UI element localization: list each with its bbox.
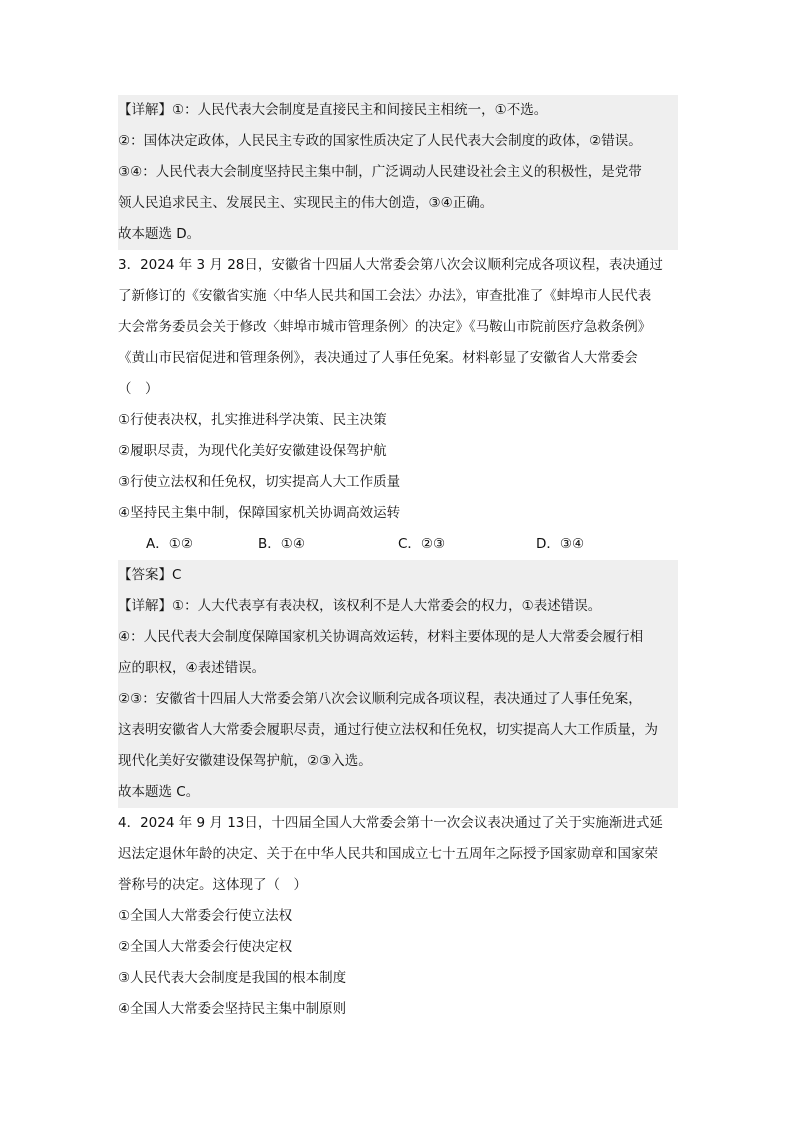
q3-statement-2: ②履职尽责，为现代化美好安徽建设保驾护航	[118, 443, 387, 459]
q3-analysis-line-6: 现代化美好安徽建设保驾护航，②③入选。	[118, 753, 372, 769]
q3-stem-line-1: 3．2024 年 3 月 28日，安徽省十四届人大常委会第八次会议顺利完成各项议程，表决通过	[118, 257, 663, 273]
q4-statement-4: ④全国人大常委会坚持民主集中制原则	[118, 1001, 347, 1017]
q3-statement-1: ①行使表决权，扎实推进科学决策、民主决策	[118, 412, 387, 428]
q4-stem-line-1: 4．2024 年 9 月 13日，十四届全国人大常委会第十一次会议表决通过了关于实施渐进式延	[118, 815, 663, 831]
q3-analysis-line-5: 这表明安徽省人大常委会履职尽责，通过行使立法权和任免权，切实提高人大工作质量，为	[118, 722, 658, 738]
q4-statement-3: ③人民代表大会制度是我国的根本制度	[118, 970, 347, 986]
q2-conclusion: 故本题选 D。	[118, 226, 201, 242]
q3-analysis-line-4: ②③：安徽省十四届人大常委会第八次会议顺利完成各项议程，表决通过了人事任免案，	[118, 691, 642, 707]
q4-statements	[118, 901, 678, 1025]
q3-stem-line-2: 了新修订的《安徽省实施〈中华人民共和国工会法〉办法》，审查批准了《蚌埠市人民代表	[118, 288, 652, 304]
q3-answer: 【答案】C	[118, 567, 182, 583]
page-content	[118, 95, 678, 1025]
q3-answer-block	[118, 560, 678, 808]
q3-options	[118, 529, 678, 560]
q4-stem-line-3: 誉称号的决定。这体现了（ ）	[118, 877, 307, 893]
q3-analysis-line-2: ④：人民代表大会制度保障国家机关协调高效运转，材料主要体现的是人大常委会履行相	[118, 629, 644, 645]
q3-analysis-line-3: 应的职权，④表述错误。	[118, 660, 266, 676]
q4-stem-line-2: 迟法定退休年龄的决定、关于在中华人民共和国成立七十五周年之际授予国家勋章和国家荣	[118, 846, 658, 862]
q3-option-a: A．①②	[146, 536, 193, 552]
q3-stem-line-4: 《黄山市民宿促进和管理条例》，表决通过了人事任免案。材料彰显了安徽省人大常委会	[118, 350, 638, 366]
q3-option-d: D．③④	[536, 536, 585, 552]
q3-option-b: B．①④	[258, 536, 305, 552]
q2-analysis-line-3: ③④：人民代表大会制度坚持民主集中制，广泛调动人民建设社会主义的积极性，是党带	[118, 164, 642, 180]
q2-analysis-block	[118, 95, 678, 250]
q3-statements	[118, 405, 678, 529]
q3-stem-blank: （ ）	[118, 381, 159, 397]
q4-stem	[118, 808, 678, 901]
q3-stem	[118, 250, 678, 405]
q3-analysis-line-1: 【详解】①：人大代表享有表决权，该权利不是人大常委会的权力，①表述错误。	[118, 598, 602, 614]
q4-statement-1: ①全国人大常委会行使立法权	[118, 908, 293, 924]
q3-option-c: C．②③	[398, 536, 446, 552]
q3-conclusion: 故本题选 C。	[118, 784, 200, 800]
q2-analysis-line-2: ②：国体决定政体，人民民主专政的国家性质决定了人民代表大会制度的政体，②错误。	[118, 133, 642, 149]
q3-stem-line-3: 大会常务委员会关于修改〈蚌埠市城市管理条例〉的决定》《马鞍山市院前医疗急救条例》	[118, 319, 652, 335]
q2-analysis-line-4: 领人民追求民主、发展民主、实现民主的伟大创造，③④正确。	[118, 195, 494, 211]
q4-statement-2: ②全国人大常委会行使决定权	[118, 939, 293, 955]
q2-analysis-line-1: 【详解】①：人民代表大会制度是直接民主和间接民主相统一，①不选。	[118, 102, 548, 118]
q3-statement-3: ③行使立法权和任免权，切实提高人大工作质量	[118, 474, 401, 490]
q3-statement-4: ④坚持民主集中制，保障国家机关协调高效运转	[118, 505, 401, 521]
